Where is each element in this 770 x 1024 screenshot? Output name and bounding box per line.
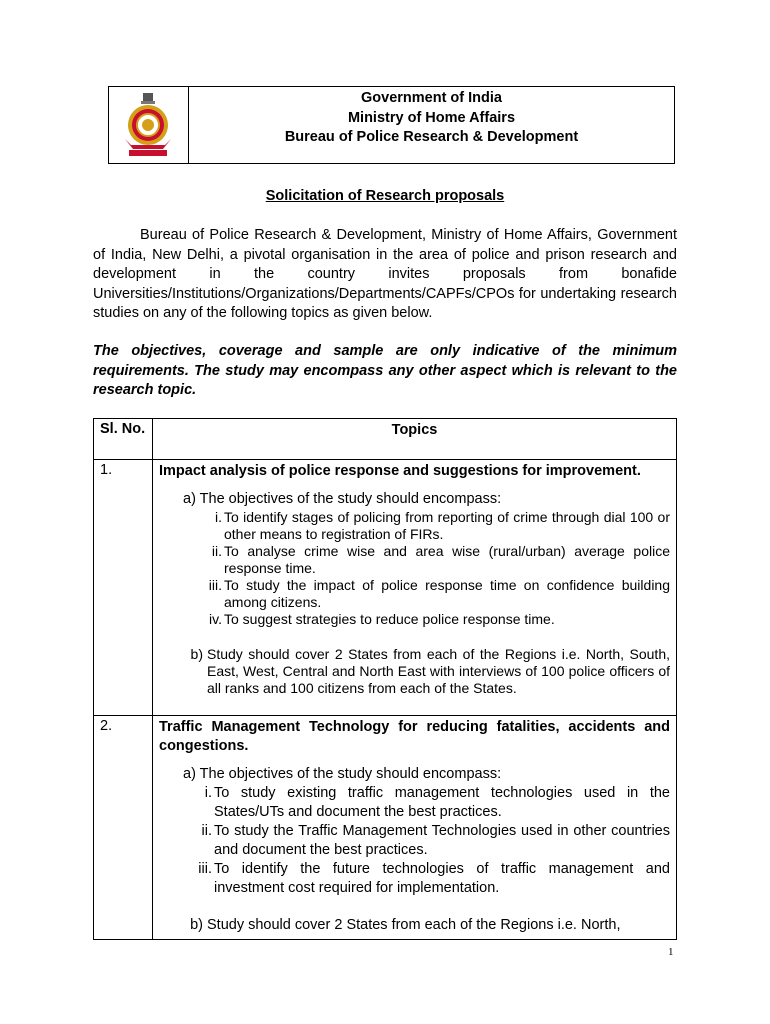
table-header-row (94, 419, 677, 460)
objectives-block (153, 490, 676, 628)
page-heading: Solicitation of Research proposals (265, 188, 505, 204)
coverage-label: b) (190, 917, 203, 933)
objectives-intro: a) The objectives of the study should encompass: (183, 766, 502, 782)
row-number: 2. (94, 716, 153, 940)
topic-cell (153, 460, 677, 716)
header-line-government: Government of India (361, 90, 502, 106)
row-number: 1. (94, 460, 153, 716)
coverage-text: Study should cover 2 States from each of the Regions i.e. North, South, East, West, Central and North East with interviews of 100 police officers of all ranks and 100 citizens from each of the States. (207, 646, 670, 696)
header-box (108, 86, 675, 164)
topic-title: Impact analysis of police response and suggestions for improvement. (159, 463, 641, 479)
objectives-block (153, 765, 676, 898)
list-item: ii. To study the Traffic Management Technologies used in other countries and document the best practices. (201, 823, 670, 858)
intro-text: Bureau of Police Research & Development, Ministry of Home Affairs, Government of India, New Delhi, a pivotal organisation in the area of police and prison research and development in the country invites proposals from bonafide Universities/Institutions/Organizations/Departments/CAPFs/CPOs for undertaking research studies on any of the following topics as given below. (93, 227, 677, 321)
objectives-intro: a) The objectives of the study should encompass: (183, 491, 502, 507)
table-row (94, 460, 677, 716)
objectives-list (159, 784, 670, 898)
intro-paragraph (93, 226, 677, 324)
column-header-no: Sl. No. (94, 419, 153, 460)
header-text (189, 89, 674, 148)
list-item: i. To study existing traffic management technologies used in the States/UTs and document the best practices. (204, 785, 670, 820)
list-item: iii. To study the impact of police response time on confidence building among citizens. (208, 577, 670, 610)
topics-table (93, 418, 677, 940)
topic-cell (153, 716, 677, 940)
header-line-ministry: Ministry of Home Affairs (347, 109, 516, 126)
bprd-emblem-icon (119, 91, 177, 159)
list-item: i. To identify stages of policing from reporting of crime through dial 100 or other means to registration of FIRs. (215, 509, 670, 542)
objectives-list (159, 509, 670, 628)
coverage-block (153, 916, 676, 939)
list-item: iii. To identify the future technologies of traffic management and investment cost required for implementation. (198, 861, 670, 896)
coverage-label: b) (190, 646, 203, 662)
list-item: iv. To suggest strategies to reduce police response time. (209, 611, 555, 627)
coverage-text: Study should cover 2 States from each of the Regions i.e. North, (207, 917, 621, 933)
column-header-topics: Topics (153, 419, 677, 460)
table-row (94, 716, 677, 940)
page-number: 1 (668, 946, 674, 958)
coverage-block (153, 646, 676, 715)
header-line-bureau: Bureau of Police Research & Development (284, 129, 579, 145)
topic-title: Traffic Management Technology for reducing fatalities, accidents and congestions. (159, 719, 670, 754)
note-paragraph: The objectives, coverage and sample are only indicative of the minimum requirements. The study may encompass any other aspect which is relevant to the research topic. (93, 343, 677, 398)
logo-cell (109, 87, 189, 163)
list-item: ii. To analyse crime wise and area wise (rural/urban) average police response time. (211, 543, 670, 576)
